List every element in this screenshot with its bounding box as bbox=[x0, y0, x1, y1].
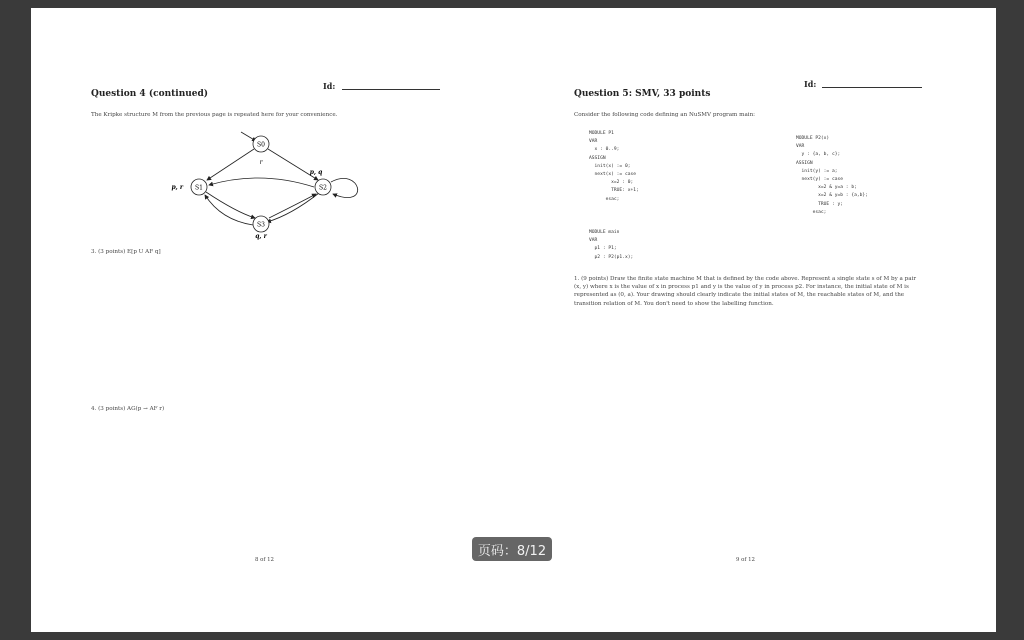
left-id-label: Id: bbox=[323, 81, 336, 91]
edge-s2-s1 bbox=[209, 178, 314, 187]
code-module-p2: MODULE P2(x) VAR y : {a, b, c}; ASSIGN init(y) := a; next(y) := case x=2 & y=a : b; x=2 & y=b : {a,b}; TRUE : y; esac; bbox=[796, 136, 868, 215]
right-id-label: Id: bbox=[804, 79, 817, 89]
code-module-main: MODULE main VAR p1 : P1; p2 : P2(p1.x); bbox=[589, 230, 634, 260]
node-s1-label: p, r bbox=[171, 184, 183, 191]
edge-s1-s3 bbox=[206, 192, 255, 218]
edge-s3-s1 bbox=[205, 195, 253, 225]
kripke-graph bbox=[161, 130, 371, 240]
question-5-1: 1. (9 points) Draw the finite state machine M that is defined by the code above. Represent a single state s of M by a pair (x, y) where x is the value of x in process p1 and y is the value of y in process p2. For instance, the initial state of M is represented as (0, a). Your drawing should clearly indicate the initial states of M, the reachable states of M, and the transition relation of M. You don't need to show the labelling function. bbox=[574, 276, 917, 307]
node-s3-name: S3 bbox=[257, 221, 265, 229]
code-module-p1: MODULE P1 VAR x : 0..9; ASSIGN init(x) := 0; next(x) := case x=2 : 0; TRUE: x+1; esac; bbox=[589, 131, 639, 202]
question-4-3: 3. (3 points) E[p U AF q] bbox=[91, 249, 161, 255]
left-page-heading: Question 4 (continued) bbox=[91, 89, 209, 99]
right-page-intro: Consider the following code defining an NuSMV program main: bbox=[574, 112, 756, 118]
left-page-intro: The Kripke structure M from the previous page is repeated here for your convenience. bbox=[91, 112, 338, 118]
node-s0-name: S0 bbox=[257, 141, 265, 149]
right-page-heading: Question 5: SMV, 33 points bbox=[574, 89, 711, 99]
node-s1-name: S1 bbox=[195, 184, 203, 192]
left-id-line bbox=[342, 89, 440, 90]
edge-s0-s1 bbox=[207, 149, 254, 180]
edge-s2-self bbox=[331, 178, 358, 197]
edge-s2-s3 bbox=[267, 193, 319, 222]
initial-arrow bbox=[241, 132, 256, 141]
edge-s3-s2 bbox=[269, 194, 316, 218]
page-indicator[interactable]: 页码：8/12 bbox=[472, 537, 552, 561]
node-s3-label: q, r bbox=[255, 233, 267, 240]
right-page-footer: 9 of 12 bbox=[736, 557, 755, 563]
question-4-4: 4. (3 points) AG(p → AF r) bbox=[91, 406, 165, 412]
node-s2-name: S2 bbox=[319, 184, 327, 192]
node-s0-label: r bbox=[259, 159, 263, 166]
left-page-footer: 8 of 12 bbox=[255, 557, 274, 563]
node-s2-label: p, q bbox=[309, 169, 323, 176]
right-id-line bbox=[822, 87, 922, 88]
